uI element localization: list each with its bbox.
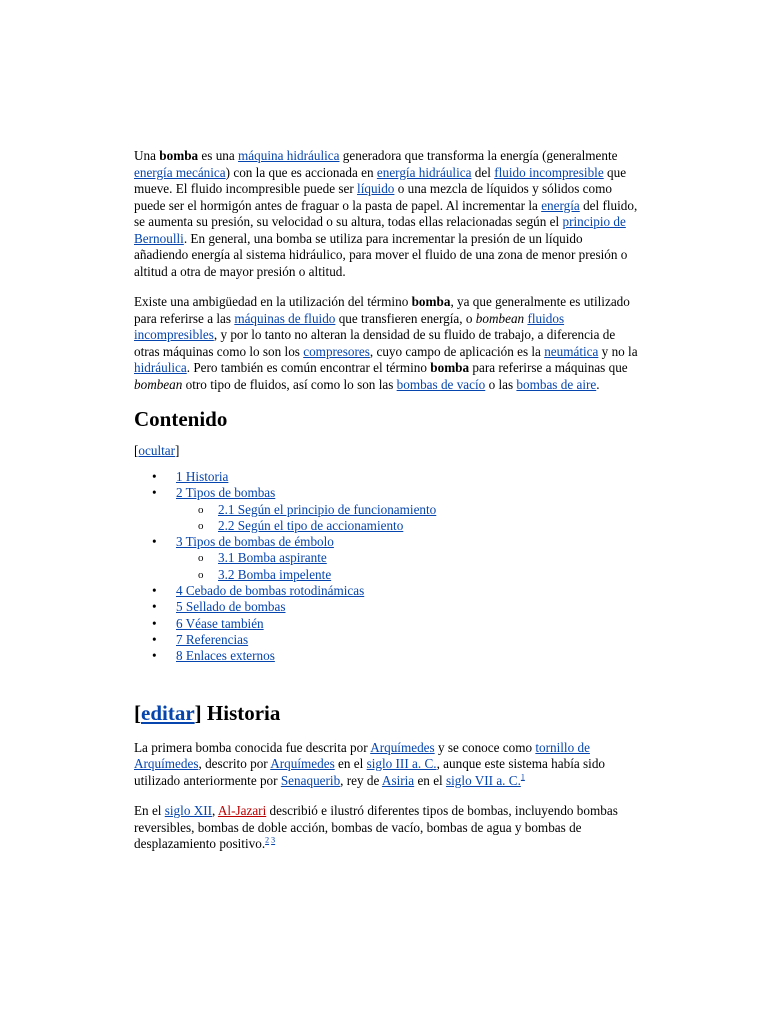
- toc-item: [134, 648, 639, 664]
- text-run: , ya que generalmente es utilizado para referirse a las: [134, 294, 630, 326]
- toc-item: [134, 632, 639, 648]
- inline-link[interactable]: Senaquerib: [280, 772, 341, 788]
- toc-link[interactable]: 3.2 Bomba impelente: [218, 566, 332, 582]
- text-run: generadora que transforma la energía (generalmente: [339, 148, 618, 163]
- intro-paragraph-2: [134, 294, 639, 393]
- inline-link[interactable]: 1: [520, 772, 525, 782]
- text-run: que mueve. El fluido incompresible puede ser: [134, 164, 627, 196]
- inline-link[interactable]: siglo III a. C.: [366, 756, 437, 772]
- text-run: o las: [485, 376, 517, 392]
- reference-superscript: [521, 772, 525, 781]
- inline-link[interactable]: 2: [265, 835, 270, 845]
- inline-link[interactable]: máquinas de fluido: [234, 310, 336, 326]
- toc-toggle: [ocultar]: [134, 443, 180, 458]
- inline-link[interactable]: bombas de aire: [516, 376, 597, 392]
- toc-item: [134, 616, 639, 632]
- inline-link[interactable]: bombas de vacío: [396, 376, 486, 392]
- inline-link[interactable]: fluidos incompresibles: [134, 310, 565, 342]
- bullet-icon: •: [152, 583, 157, 599]
- bullet-icon: •: [152, 648, 157, 664]
- text-run: , cuyo campo de aplicación es la: [369, 343, 545, 359]
- bold-term: bomba: [159, 148, 199, 163]
- reference-superscript: [271, 836, 275, 845]
- historia-paragraph-2: [134, 803, 639, 853]
- inline-link[interactable]: energía: [541, 197, 580, 213]
- inline-link[interactable]: líquido: [357, 181, 395, 196]
- text-run: ,: [212, 803, 218, 819]
- text-run: , descrito por: [198, 756, 271, 772]
- text-run: En el: [134, 803, 165, 819]
- text-run: del fluido, se aumenta su presión, su velocidad o su altura, todas ellas relacionadas según el: [134, 197, 638, 229]
- bold-term: bomba: [411, 294, 451, 309]
- toc-link[interactable]: 3 Tipos de bombas de émbolo: [176, 534, 334, 550]
- toc-link[interactable]: 1 Historia: [176, 469, 229, 484]
- toc-item: [134, 567, 639, 583]
- text-run: .: [596, 376, 600, 392]
- text-run: . En general, una bomba se utiliza para incrementar la presión de un líquido añadiendo energía al sistema hidráulico, para mover el fluido de una zona de menor presión o altitud a otra de mayor presión o altitud.: [134, 230, 628, 279]
- italic-term: bombean: [475, 310, 525, 326]
- inline-link[interactable]: energía hidráulica: [376, 164, 472, 180]
- bullet-icon: o: [198, 552, 204, 565]
- edit-section-link[interactable]: editar: [141, 700, 195, 725]
- text-run: . Pero también es común encontrar el término: [186, 360, 431, 375]
- text-run: , rey de: [340, 772, 382, 788]
- text-run: en el: [414, 772, 447, 788]
- text-run: La primera bomba conocida fue descrita por: [134, 739, 371, 755]
- bullet-icon: o: [198, 568, 204, 581]
- toc-item: [134, 518, 639, 534]
- inline-link[interactable]: siglo VII a. C.: [446, 772, 521, 788]
- bold-term: bomba: [430, 360, 470, 375]
- text-run: Existe una ambigüedad en la utilización del término: [134, 294, 412, 309]
- section-heading-historia: [editar] Historia: [134, 700, 281, 725]
- inline-link[interactable]: Arquímedes: [270, 756, 335, 772]
- text-run: y no la: [598, 343, 638, 359]
- inline-link[interactable]: energía mecánica: [134, 164, 226, 180]
- toc-link[interactable]: 8 Enlaces externos: [176, 648, 275, 664]
- bullet-icon: •: [152, 534, 157, 550]
- text-run: describió e ilustró diferentes tipos de bombas, incluyendo bombas reversibles, bombas de doble acción, bombas de vacío, bombas de agua y bombas de desplazamiento positivo.: [134, 803, 618, 852]
- text-run: Una: [134, 148, 160, 163]
- text-run: o una mezcla de líquidos y sólidos como puede ser el hormigón antes de fraguar o la pasta de papel. Al incrementar la: [134, 181, 612, 213]
- inline-link[interactable]: principio de Bernoulli: [134, 214, 626, 246]
- bullet-icon: o: [198, 503, 204, 516]
- toc-link[interactable]: 2.1 Según el principio de funcionamiento: [218, 501, 437, 517]
- toc-item: [134, 534, 639, 550]
- toc-link[interactable]: 5 Sellado de bombas: [176, 599, 286, 615]
- inline-link[interactable]: Al-Jazari: [217, 803, 267, 819]
- historia-paragraph-1: [134, 740, 639, 790]
- toc-item: [134, 469, 639, 485]
- text-run: del: [471, 164, 495, 180]
- inline-link[interactable]: fluido incompresible: [494, 164, 604, 180]
- toc-link[interactable]: 7 Referencias: [176, 631, 249, 647]
- toc-item: [134, 583, 639, 599]
- inline-link[interactable]: siglo XII: [164, 803, 213, 819]
- bullet-icon: •: [152, 631, 157, 647]
- text-run: , y por lo tanto no alteran la densidad de su fluido de trabajo, a diferencia de otras máquinas como lo son los: [134, 327, 616, 359]
- italic-term: bombean: [134, 376, 183, 392]
- toc-item: [134, 502, 639, 518]
- bullet-icon: •: [152, 599, 157, 615]
- toc-link[interactable]: 6 Véase también: [176, 615, 264, 631]
- text-run: otro tipo de fluidos, así como lo son las: [182, 376, 397, 392]
- toc-link[interactable]: 3.1 Bomba aspirante: [218, 550, 327, 566]
- toc-list: [134, 469, 639, 665]
- intro-paragraph-1: [134, 148, 639, 280]
- toc-item: [134, 485, 639, 501]
- text-run: en el: [334, 756, 367, 772]
- text-run: para referirse a máquinas que: [469, 360, 628, 375]
- inline-link[interactable]: máquina hidráulica: [238, 148, 340, 163]
- inline-link[interactable]: Arquímedes: [370, 739, 435, 755]
- inline-link[interactable]: compresores: [303, 343, 370, 359]
- text-run: ) con la que es accionada en: [225, 164, 377, 180]
- inline-link[interactable]: hidráulica: [134, 360, 187, 375]
- text-run: que transfieren energía, o: [335, 310, 476, 326]
- toc-link[interactable]: 2.2 Según el tipo de accionamiento: [218, 517, 404, 533]
- bullet-icon: •: [152, 469, 157, 484]
- toc-item: [134, 599, 639, 615]
- inline-link[interactable]: Asiria: [381, 772, 415, 788]
- toc-link[interactable]: 4 Cebado de bombas rotodinámicas: [176, 583, 365, 599]
- bullet-icon: •: [152, 485, 157, 501]
- inline-link[interactable]: tornillo de Arquímedes: [134, 739, 590, 772]
- toc-link[interactable]: 2 Tipos de bombas: [176, 485, 276, 501]
- text-run: y se conoce como: [434, 739, 536, 755]
- bullet-icon: •: [152, 615, 157, 631]
- bullet-icon: o: [198, 519, 204, 532]
- text-run: , aunque este sistema había sido utilizado anteriormente por: [134, 756, 606, 788]
- toc-hide-link[interactable]: ocultar: [138, 443, 176, 458]
- inline-link[interactable]: neumática: [544, 343, 599, 359]
- article-body: [134, 148, 639, 867]
- toc-title: Contenido: [134, 407, 228, 431]
- text-run: es una: [198, 148, 239, 163]
- inline-link[interactable]: 3: [271, 835, 276, 845]
- toc-item: [134, 550, 639, 566]
